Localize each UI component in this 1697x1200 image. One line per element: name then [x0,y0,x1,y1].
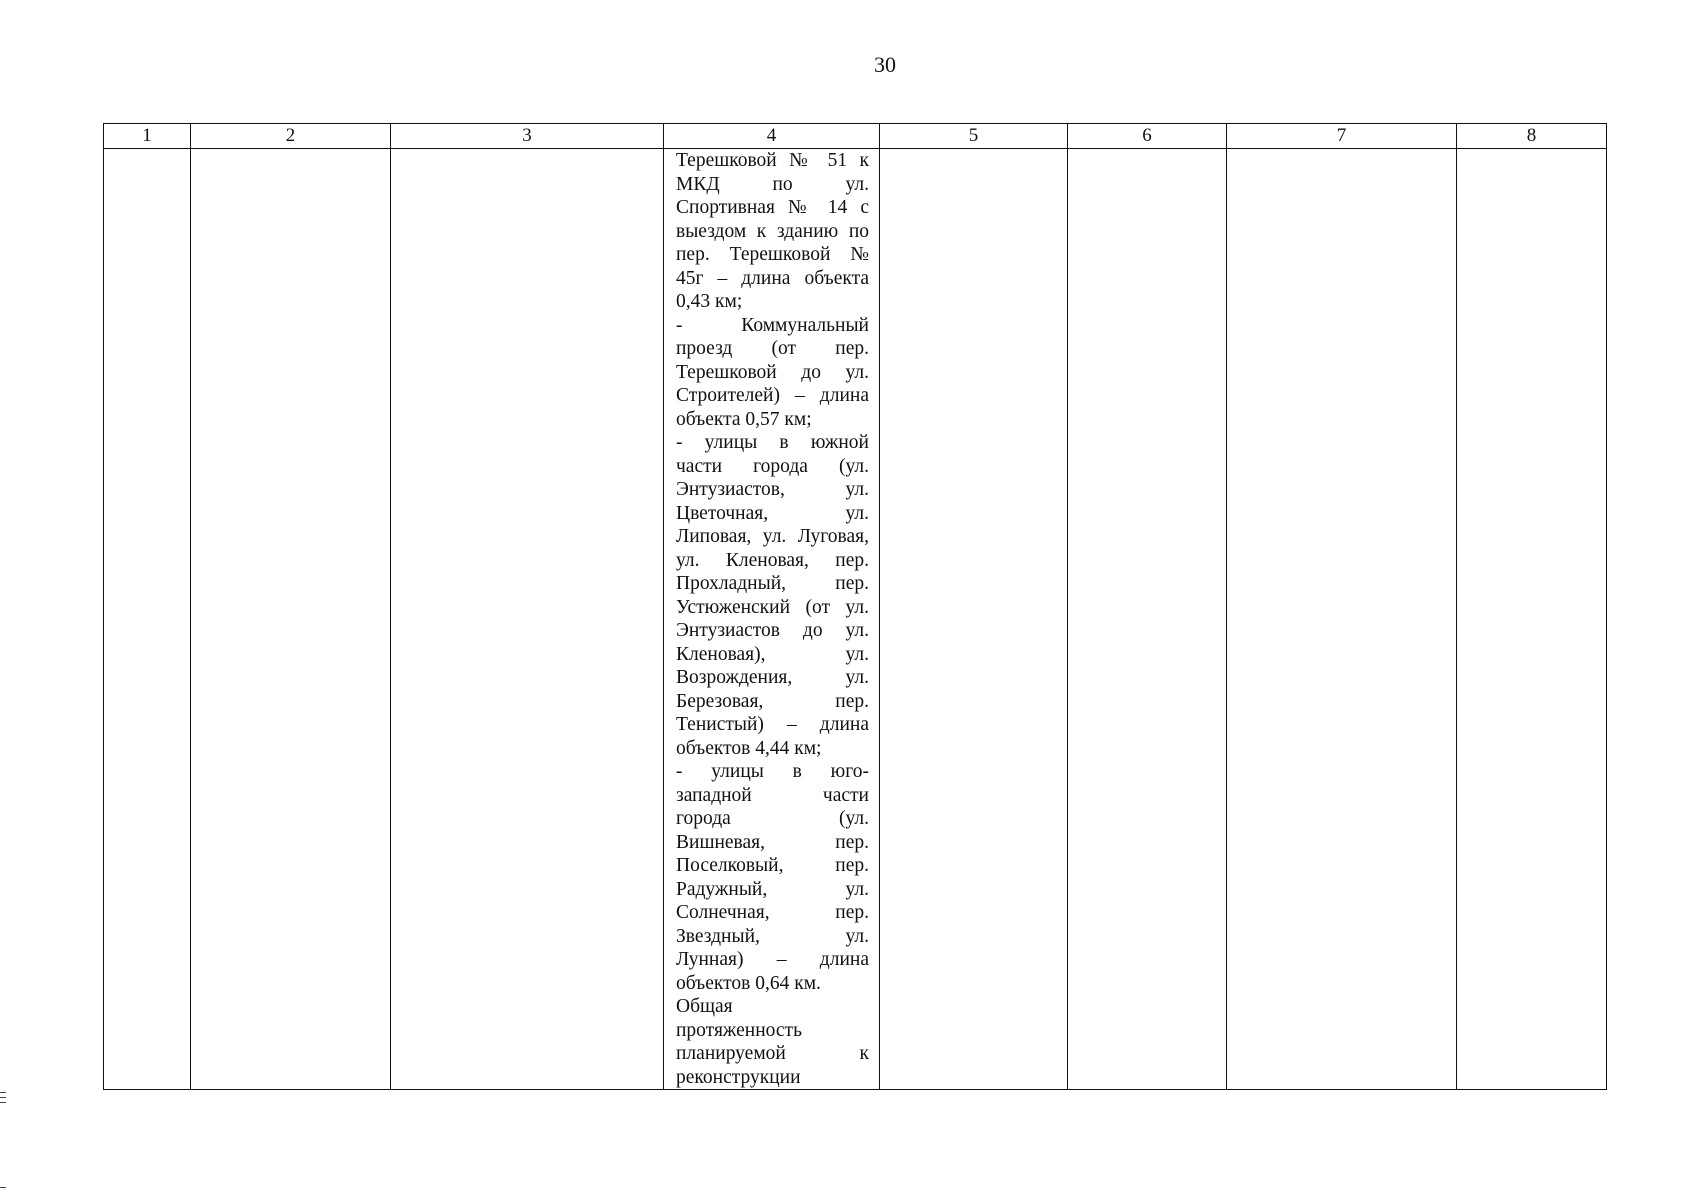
cell-text-line: объектов 4,44 км; [676,737,822,759]
cell-text-line: Лунная) – длина [676,949,869,970]
cell-text-line: 0,43 км; [676,291,743,312]
cell-text-line: Кленовая), ул. [676,643,869,665]
table-row [104,149,1607,1090]
column-header-1: 1 [104,124,191,149]
cell-text-line: Терешковой до ул. [676,361,869,383]
cell-text-line: Энтузиастов, ул. [676,479,869,500]
cell-text-line: Спортивная № 14 с [676,197,869,218]
cell-text-line: Устюженский (от ул. [676,596,869,618]
cell-text-line: Солнечная, пер. [676,902,869,923]
margin-mark [0,1187,6,1188]
column-header-3: 3 [391,124,664,149]
cell-text-line: Возрождения, ул. [676,667,869,688]
cell-col-2 [191,149,391,1090]
cell-text-line: Энтузиастов до ул. [676,620,869,641]
cell-text-line: - улицы в юго- [676,761,869,782]
cell-col-8 [1457,149,1607,1090]
cell-col-1 [104,149,191,1090]
cell-text-line: ул. Кленовая, пер. [676,549,869,571]
cell-col-5 [880,149,1068,1090]
cell-text-line: Тенистый) – длина [676,714,869,735]
cell-text-line: объекта 0,57 км; [676,408,812,430]
column-header-5: 5 [880,124,1068,149]
cell-text-line: Липовая, ул. Луговая, [676,526,869,547]
cell-text-line: - Коммунальный [676,314,869,336]
cell-text-line: протяженность [676,1019,802,1041]
cell-text-line: Цветочная, ул. [676,502,869,524]
column-header-6: 6 [1068,124,1227,149]
cell-text-line: объектов 0,64 км. [676,972,821,994]
cell-col-4-text [664,149,879,1089]
column-header-4: 4 [664,124,880,149]
cell-text-line: реконструкции [676,1066,801,1088]
cell-text-line: Терешковой № 51 к [676,150,869,171]
cell-text-line: 45г – длина объекта [676,267,869,289]
cell-text-line: Звездный, ул. [676,925,869,947]
margin-mark [0,1097,6,1098]
column-header-2: 2 [191,124,391,149]
cell-text-line: проезд (от пер. [676,338,869,359]
margin-mark [0,1102,6,1103]
document-table [103,123,1607,1090]
page-number: 30 [874,52,896,77]
cell-text-line: МКД по ул. [676,173,869,195]
cell-text-line: пер. Терешковой № [676,244,869,265]
cell-text-line: Поселковый, пер. [676,855,869,876]
cell-col-3 [391,149,664,1090]
cell-col-4 [664,149,880,1090]
cell-text-line: Общая [676,996,733,1017]
cell-text-line: города (ул. [676,808,869,829]
column-header-7: 7 [1227,124,1457,149]
cell-text-line: Строителей) – длина [676,385,869,406]
cell-text-line: Радужный, ул. [676,878,869,900]
column-header-8: 8 [1457,124,1607,149]
cell-text-line: части города (ул. [676,455,869,477]
cell-col-7 [1227,149,1457,1090]
cell-text-line: западной части [676,784,869,806]
header-row [104,124,1607,149]
cell-col-6 [1068,149,1227,1090]
cell-text-line: Прохладный, пер. [676,573,869,594]
margin-mark [0,1092,6,1093]
cell-text-line: - улицы в южной [676,432,869,453]
cell-text-line: Березовая, пер. [676,690,869,712]
cell-text-line: Вишневая, пер. [676,831,869,853]
cell-text-line: выездом к зданию по [676,220,869,242]
cell-text-line: планируемой к [676,1043,869,1064]
